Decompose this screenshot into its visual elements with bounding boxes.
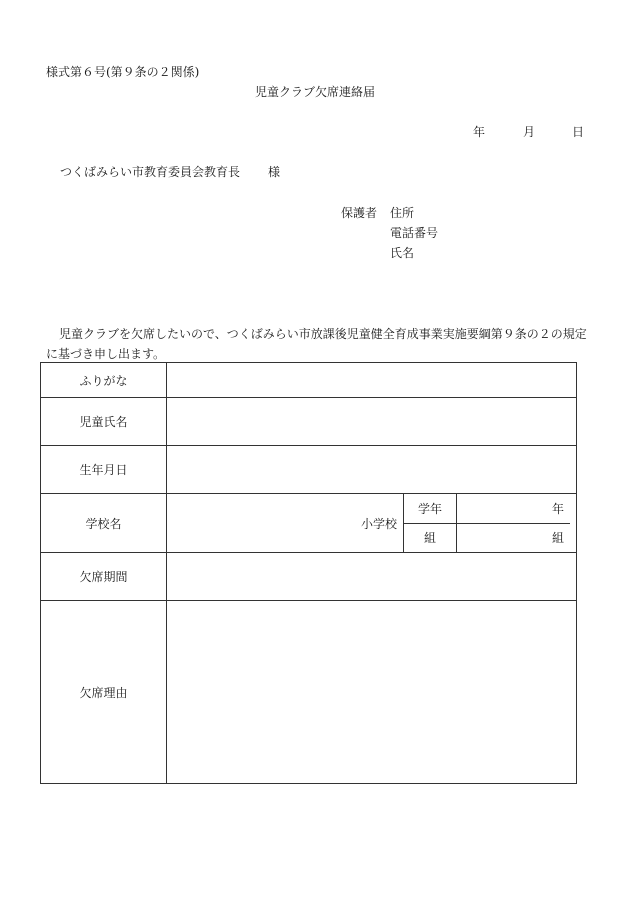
school-row	[41, 494, 577, 553]
statement-text: 児童クラブを欠席したいので、つくばみらい市放課後児童健全育成事業実施要綱第９条の２の規定に基づき申し出ます。	[46, 327, 587, 361]
child-name-row	[41, 398, 577, 446]
school-label: 学校名	[41, 494, 167, 553]
class-field[interactable]	[457, 523, 571, 552]
absence-period-label: 欠席期間	[41, 553, 167, 601]
child-name-label: 児童氏名	[41, 398, 167, 446]
furigana-row	[41, 363, 577, 398]
school-subtable	[173, 494, 570, 552]
addressee-name: つくばみらい市教育委員会教育長	[60, 165, 241, 179]
absence-form-table	[40, 362, 577, 784]
guardian-address-label: 住所	[390, 206, 415, 220]
school-cell	[167, 494, 577, 553]
date-year-label: 年	[473, 125, 486, 139]
grade-suffix: 年	[551, 501, 564, 516]
guardian-phone-label: 電話番号	[390, 226, 439, 240]
class-suffix: 組	[551, 531, 564, 546]
form-number: 様式第６号(第９条の２関係)	[46, 65, 200, 79]
addressee-honorific: 様	[268, 165, 281, 179]
absence-period-field[interactable]	[167, 553, 577, 601]
school-suffix: 小学校	[360, 516, 397, 531]
absence-period-row	[41, 553, 577, 601]
furigana-field[interactable]	[167, 363, 577, 398]
birthdate-row	[41, 446, 577, 494]
birthdate-field[interactable]	[167, 446, 577, 494]
grade-label: 学年	[404, 494, 457, 523]
child-name-field[interactable]	[167, 398, 577, 446]
absence-reason-label: 欠席理由	[41, 601, 167, 784]
class-label: 組	[404, 523, 457, 552]
school-name-field[interactable]	[173, 494, 404, 552]
grade-field[interactable]	[457, 494, 571, 523]
absence-reason-field[interactable]	[167, 601, 577, 784]
furigana-label: ふりがな	[41, 363, 167, 398]
absence-reason-row	[41, 601, 577, 784]
birthdate-label: 生年月日	[41, 446, 167, 494]
guardian-label: 保護者	[341, 206, 378, 220]
guardian-name-label: 氏名	[390, 246, 415, 260]
date-month-label: 月	[523, 125, 536, 139]
document-title: 児童クラブ欠席連絡届	[254, 85, 375, 99]
date-day-label: 日	[572, 125, 585, 139]
